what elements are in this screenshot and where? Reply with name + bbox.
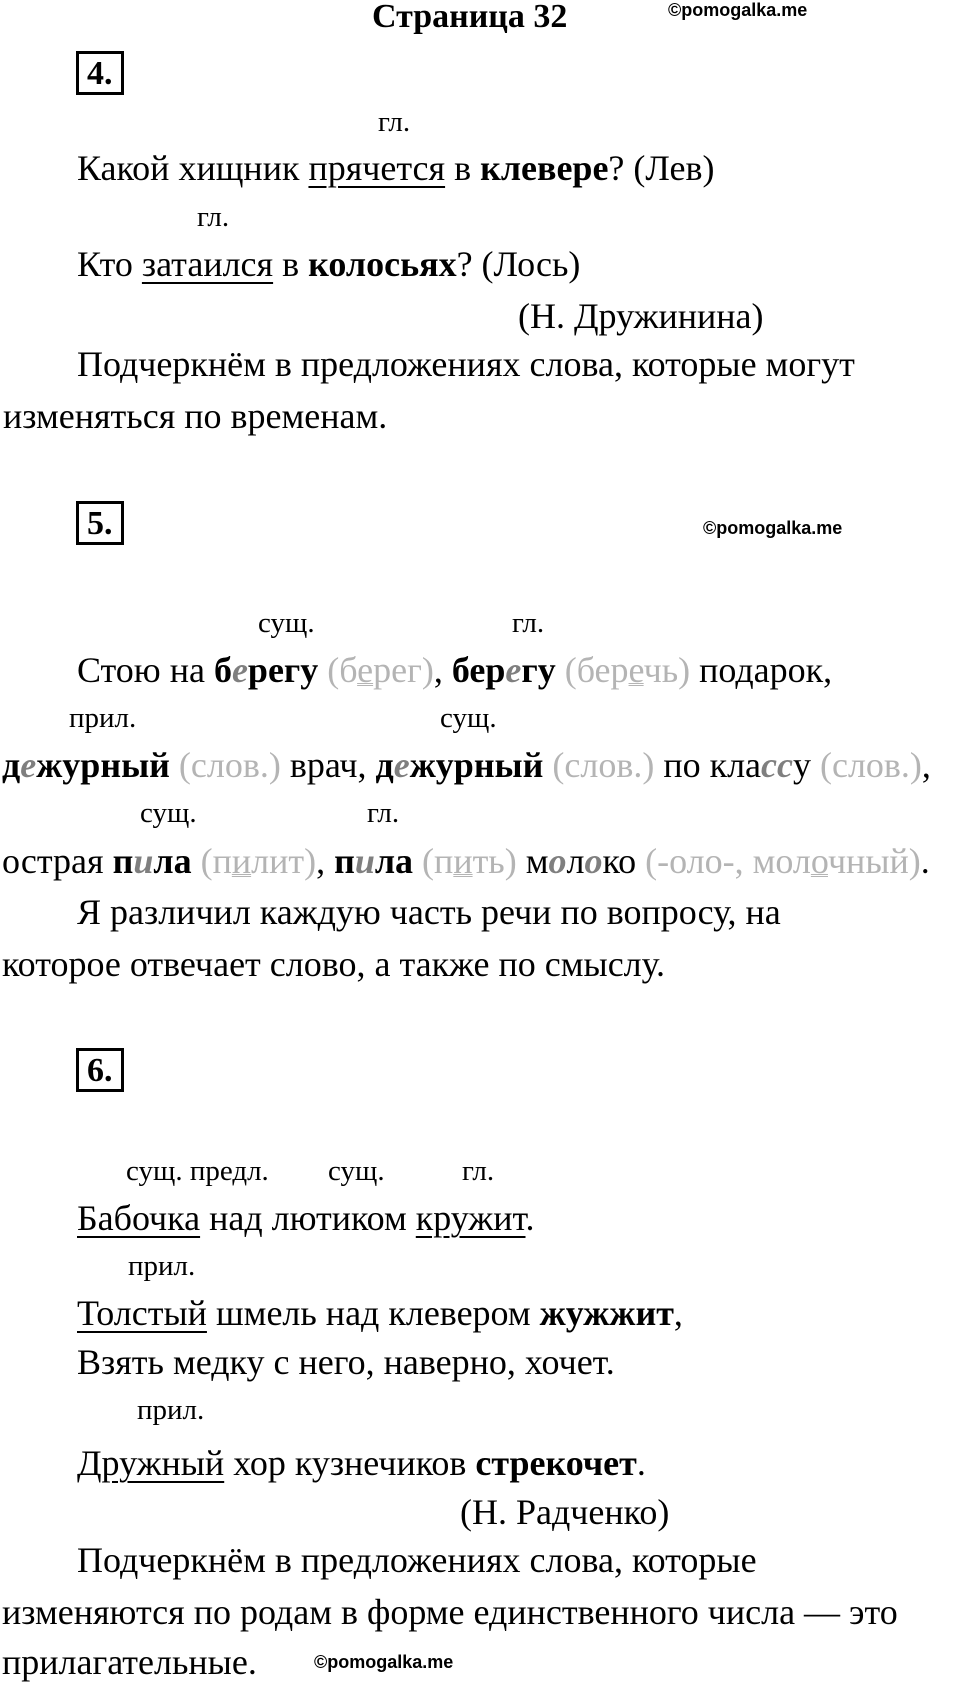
author: (Н. Радченко) — [460, 1492, 670, 1532]
watermark-top: ©pomogalka.me — [668, 0, 808, 20]
exercise-line-1: Стою на берегу (берег), берегу (беречь) подарок, — [77, 650, 833, 690]
poem-line-4: Дружный хор кузнечиков стрекочет. — [77, 1443, 646, 1483]
annotation-noun: сущ. — [258, 607, 315, 639]
exercise-line-3: острая пила (пилит), пила (пить) молоко (-оло-, молочный). — [2, 841, 930, 881]
annotation-adjective: прил. — [69, 702, 137, 734]
explanation-line: которое отвечает слово, а также по смыслу. — [2, 944, 666, 984]
annotation-verb: гл. — [197, 201, 230, 233]
explanation-line: Подчеркнём в предложениях слова, которые могут — [77, 344, 855, 384]
annotation-noun-preposition: сущ. предл. — [126, 1155, 269, 1187]
annotation-verb: гл. — [462, 1155, 495, 1187]
exercise-number-4: 4. — [76, 51, 124, 95]
explanation-line: изменяются по родам в форме единственного числа — это — [2, 1592, 898, 1632]
annotation-verb: гл. — [367, 797, 400, 829]
explanation-line: Подчеркнём в предложениях слова, которые — [77, 1540, 757, 1580]
poem-line-1: Бабочка над лютиком кружит. — [77, 1198, 535, 1238]
exercise-number-5: 5. — [76, 501, 124, 545]
annotation-adjective: прил. — [137, 1394, 205, 1426]
explanation-line: изменяться по временам. — [3, 396, 388, 436]
exercise-number-6: 6. — [76, 1048, 124, 1092]
page-title: Страница 32 — [372, 0, 568, 35]
poem-line-2: Толстый шмель над клевером жужжит, — [77, 1293, 683, 1333]
exercise-line-2: дежурный (слов.) врач, дежурный (слов.) по классу (слов.), — [2, 745, 931, 785]
watermark-bottom: ©pomogalka.me — [314, 1652, 454, 1672]
author: (Н. Дружинина) — [518, 296, 764, 336]
annotation-verb: гл. — [378, 106, 411, 138]
explanation-line: прилагательные. — [2, 1642, 257, 1682]
annotation-noun: сущ. — [440, 702, 497, 734]
annotation-noun: сущ. — [328, 1155, 385, 1187]
annotation-noun: сущ. — [140, 797, 197, 829]
watermark-mid: ©pomogalka.me — [703, 518, 843, 538]
riddle-line-2: Кто затаился в колосьях? (Лось) — [77, 244, 581, 284]
explanation-line: Я различил каждую часть речи по вопросу, на — [77, 892, 781, 932]
riddle-line-1: Какой хищник прячется в клевере? (Лев) — [77, 148, 715, 188]
annotation-verb: гл. — [512, 607, 545, 639]
annotation-adjective: прил. — [128, 1250, 196, 1282]
poem-line-3: Взять медку с него, наверно, хочет. — [77, 1342, 615, 1382]
